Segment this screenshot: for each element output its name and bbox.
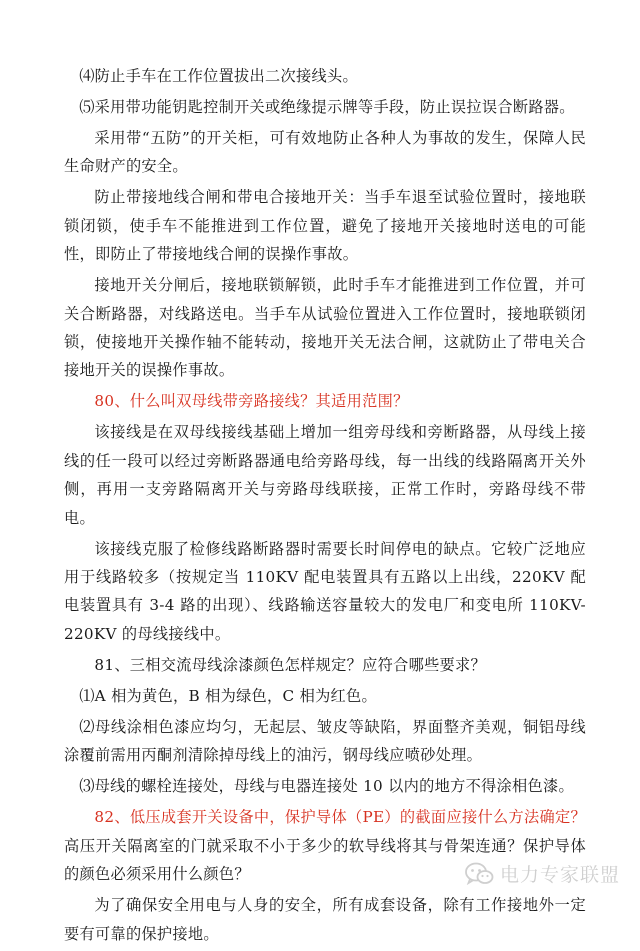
question-heading-red: 82、低压成套开关设备中，保护导体（PE）的截面应接什么方法确定？ — [94, 808, 586, 827]
paragraph: 该接线是在双母线接线基础上增加一组旁母线和旁断路器，从母线上接线的任一段可以经过旁断路器通电给旁路母线，每一出线的线路隔离开关外侧，再用一支旁路隔离开关与旁路母线联接，正常工作时，旁路母线不带电。 — [64, 423, 586, 527]
paragraph: 防止带接地线合闸和带电合接地开关：当手车退至试验位置时，接地联锁闭锁，使手车不能推进到工作位置，避免了接地开关接地时送电的可能性，即防止了带接地线合闸的误操作事故。 — [64, 188, 586, 264]
list-item: ⑶母线的螺栓连接处，母线与电器连接处 10 以内的地方不得涂相色漆。 — [79, 777, 574, 796]
list-item: ⑴A 相为黄色，B 相为绿色，C 相为红色。 — [79, 686, 378, 705]
wechat-icon — [464, 861, 494, 887]
list-item: ⑷防止手车在工作位置拔出二次接线头。 — [79, 67, 358, 85]
question-heading: 81、三相交流母线涂漆颜色怎样规定？应符合哪些要求？ — [94, 655, 487, 674]
paragraph: 该接线克服了检修线路断路器时需要长时间停电的缺点。它较广泛地应用于线路较多（按规定当 110KV 配电装置具有五路以上出线，220KV 配电装置具有 3-4 路的出现）、线路输送容量较大的发电厂和变电所 110KV-220KV 的母线接线中。 — [64, 539, 586, 643]
watermark — [464, 860, 620, 887]
question-heading: 80、什么叫双母线带旁路接线？其适用范围？ — [94, 392, 409, 411]
question-heading-black: 高压开关隔离室的门就采取不小于多少的软导线将其与骨架连通？保护导体的颜色必须采用什么颜色？ — [64, 836, 586, 884]
paragraph: 为了确保安全用电与人身的安全，所有成套设备，除有工作接地外一定要有可靠的保护接地。 — [64, 896, 586, 943]
paragraph: 采用带“五防”的开关柜，可有效地防止各种人为事故的发生，保障人民生命财产的安全。 — [64, 129, 586, 176]
watermark-text: 电力专家联盟 — [499, 864, 620, 886]
list-item: ⑵母线涂相色漆应均匀，无起层、皱皮等缺陷，界面整齐美观，铜铝母线涂覆前需用丙酮剂清除掉母线上的油污，钢母线应喷砂处理。 — [64, 717, 586, 765]
paragraph: 接地开关分闸后，接地联锁解锁，此时手车才能推进到工作位置，并可关合断路器，对线路送电。当手车从试验位置进入工作位置时，接地联锁闭锁，使接地开关操作轴不能转动，接地开关无法合闸，这就防止了带电关合接地开关的误操作事故。 — [64, 276, 586, 380]
document-body — [64, 62, 586, 951]
list-item: ⑸采用带功能钥匙控制开关或绝缘提示牌等手段，防止误拉误合断路器。 — [79, 98, 575, 116]
